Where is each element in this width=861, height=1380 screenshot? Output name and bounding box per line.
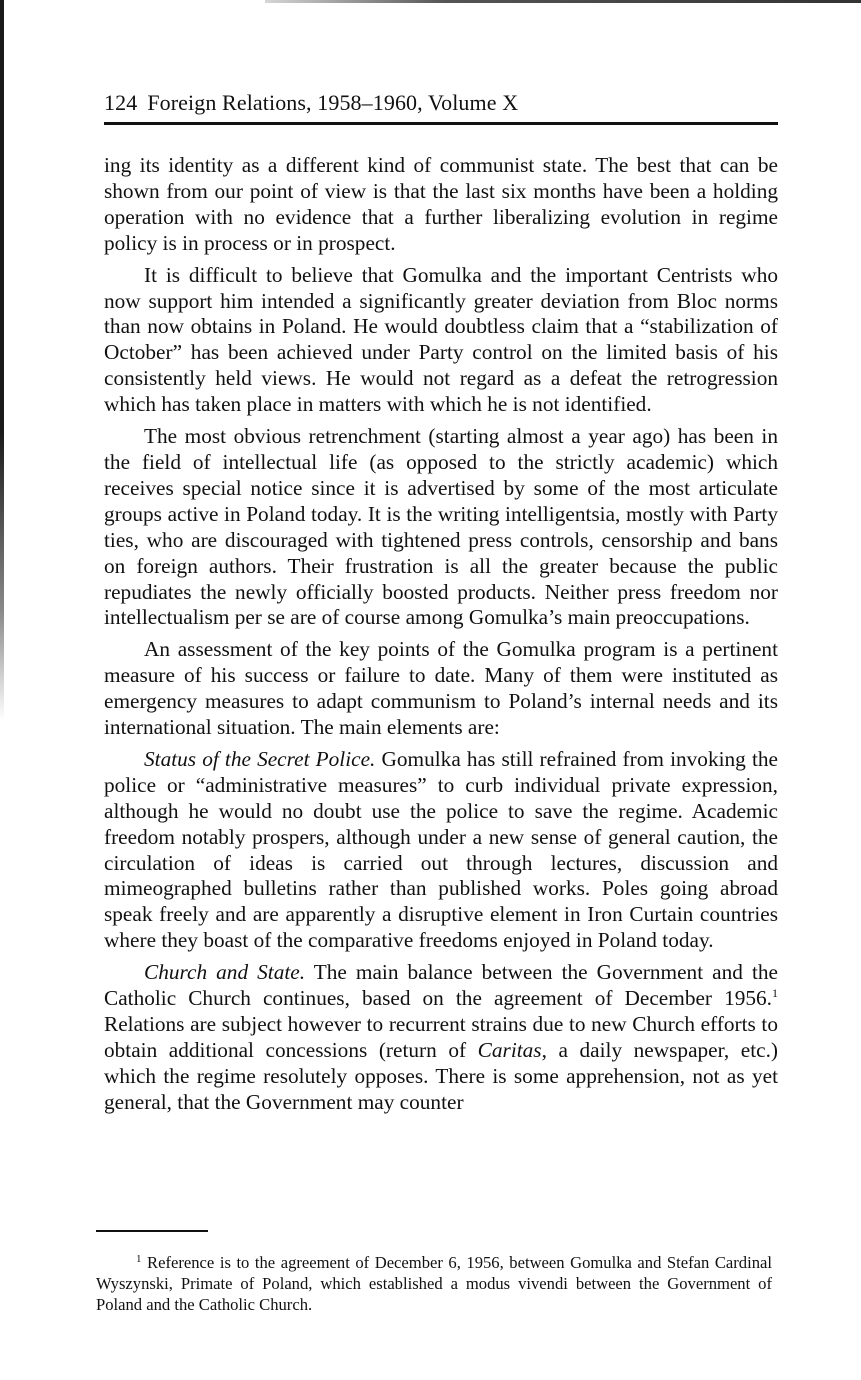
paragraph-church-state-text-c: , a daily newspaper, etc.) which the regime resolutely opposes. There is some apprehension, not as yet general, that the Government may counter: [104, 1037, 779, 1114]
footnote-1: [96, 1252, 772, 1315]
running-head: [104, 88, 778, 118]
footnote-marker: 1: [136, 1253, 142, 1265]
paragraph-1: ing its identity as a different kind of communist state. The best that can be shown from our point of view is that the last six months have been a holding operation with no evidence that a further liberalizing evolution in regime policy is in process or in prospect.: [104, 153, 778, 255]
header-rule: [104, 122, 778, 125]
footnote-reference-1[interactable]: 1: [772, 986, 778, 1001]
footnote-rule: [96, 1230, 208, 1232]
page-number: 124: [104, 90, 138, 115]
paragraph-3: The most obvious retrenchment (starting almost a year ago) has been in the field of intellectual life (as opposed to the strictly academic) which receives special notice since it is advertised by some of the most articulate groups active in Poland today. It is the writing intelligentsia, mostly with Party ties, who are discouraged with tightened press controls, censorship and bans on foreign authors. Their frustration is all the greater because the public repudiates the newly officially boosted products. Neither press freedom nor intellectualism per se are of course among Gomulka’s main preoccupations.: [104, 424, 778, 630]
run-in-heading-church-state: Church and State.: [144, 960, 306, 985]
paragraph-secret-police: [104, 747, 778, 954]
footnote-text: Reference is to the agreement of December 6, 1956, between Gomulka and Stefan Cardinal Wyszynski, Primate of Poland, which established a modus vivendi between the Government of Poland and the Catholic Church.: [96, 1253, 772, 1314]
running-head-title: Foreign Relations, 1958–1960, Volume X: [147, 90, 519, 115]
scan-edge-left: [0, 0, 4, 720]
paragraph-2: It is difficult to believe that Gomulka and the important Centrists who now support him intended a significantly greater deviation from Bloc norms than now obtains in Poland. He would doubtless claim that a “stabilization of October” has been achieved under Party control on the limited basis of his consistently held views. He would not regard as a defeat the retrogression which has taken place in matters with which he is not identified.: [104, 262, 778, 417]
italic-term-caritas: Caritas: [477, 1037, 542, 1062]
paragraph-church-state-text-b: Relations are subject however to recurrent strains due to new Church efforts to obtain additional concessions (return of: [104, 1012, 778, 1062]
paragraph-secret-police-text: Gomulka has still refrained from invoking the police or “administrative measures” to curb individual private expression, although he would no doubt use the police to save the regime. Academic freedom notably prospers, although under a new sense of general caution, the circulation of ideas is carried out through lectures, discussion and mimeographed bulletins rather than published works. Poles going abroad speak freely and are apparently a disruptive element in Iron Curtain countries where they boast of the comparative freedoms enjoyed in Poland today.: [104, 746, 778, 953]
body-text: [104, 153, 778, 1116]
paragraph-church-state-text-a: The main balance between the Government and the Catholic Church continues, based on the agreement of December 1956.: [104, 960, 778, 1011]
scan-edge-top: [265, 0, 861, 3]
run-in-heading-secret-police: Status of the Secret Police.: [144, 746, 376, 771]
paragraph-church-state: [104, 960, 778, 1115]
document-page: [104, 88, 778, 1122]
paragraph-4: An assessment of the key points of the Gomulka program is a pertinent measure of his success or failure to date. Many of them were instituted as emergency measures to adapt communism to Poland’s internal needs and its international situation. The main elements are:: [104, 637, 778, 740]
